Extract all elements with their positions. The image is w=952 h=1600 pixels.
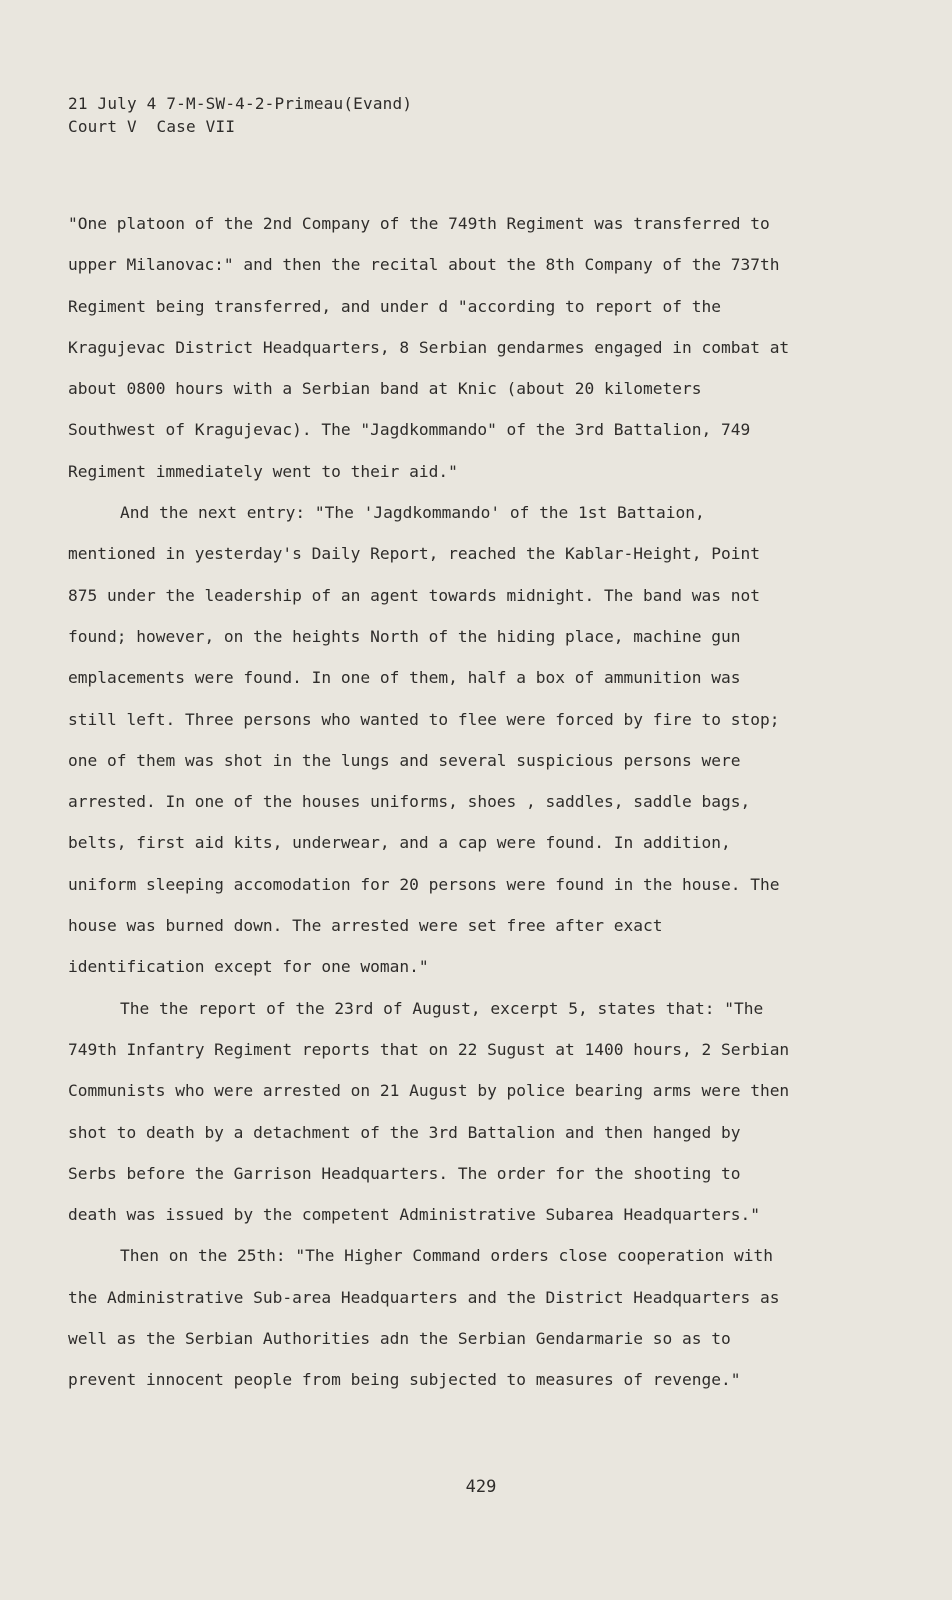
paragraph-4: Then on the 25th: "The Higher Command orders close cooperation with the Administrative Sub-area Headquarters and the District Headquarters as well as the Serbian Authorities adn the Serbian Gendarmarie so as to prevent innocent people from being subjected to measures of revenge." [68,1246,780,1390]
document-header [68,92,412,138]
paragraph-2: And the next entry: "The 'Jagdkommando' of the 1st Battaion, mentioned in yesterday's Daily Report, reached the Kablar-Height, Point 875 under the leadership of an agent towards midnight. The band was not found; however, on the heights North of the hiding place, machine gun emplacements were found. In one of them, half a box of ammunition was still left. Three persons who wanted to flee were forced by fire to stop; one of them was shot in the lungs and several suspicious persons were arrested. In one of the houses uniforms, shoes , saddles, saddle bags, belts, first aid kits, underwear, and a cap were found. In addition, uniform sleeping accomodation for 20 persons were found in the house. The house was burned down. The arrested were set free after exact identification except for one woman." [68,503,780,977]
document-body [68,203,792,1401]
page-number: 429 [465,1477,497,1497]
header-reference-line: 21 July 4 7-M-SW-4-2-Primeau(Evand) [68,94,413,113]
header-court-case-line: Court V Case VII [68,117,236,136]
paragraph-3: The the report of the 23rd of August, excerpt 5, states that: "The 749th Infantry Regiment reports that on 22 Sugust at 1400 hours, 2 Serbian Communists who were arrested on 21 August by police bearing arms were then shot to death by a detachment of the 3rd Battalion and then hanged by Serbs before the Garrison Headquarters. The order for the shooting to death was issued by the competent Administrative Subarea Headquarters." [68,998,790,1225]
paragraph-1: "One platoon of the 2nd Company of the 749th Regiment was transferred to upper Milanovac:" and then the recital about the 8th Company of the 737th Regiment being transferred, and under d "according to report of the Kragujevac District Headquarters, 8 Serbian gendarmes engaged in combat at about 0800 hours with a Serbian band at Knic (about 20 kilometers Southwest of Kragujevac). The "Jagdkommando" of the 3rd Battalion, 749 Regiment immediately went to their aid." [68,214,790,481]
